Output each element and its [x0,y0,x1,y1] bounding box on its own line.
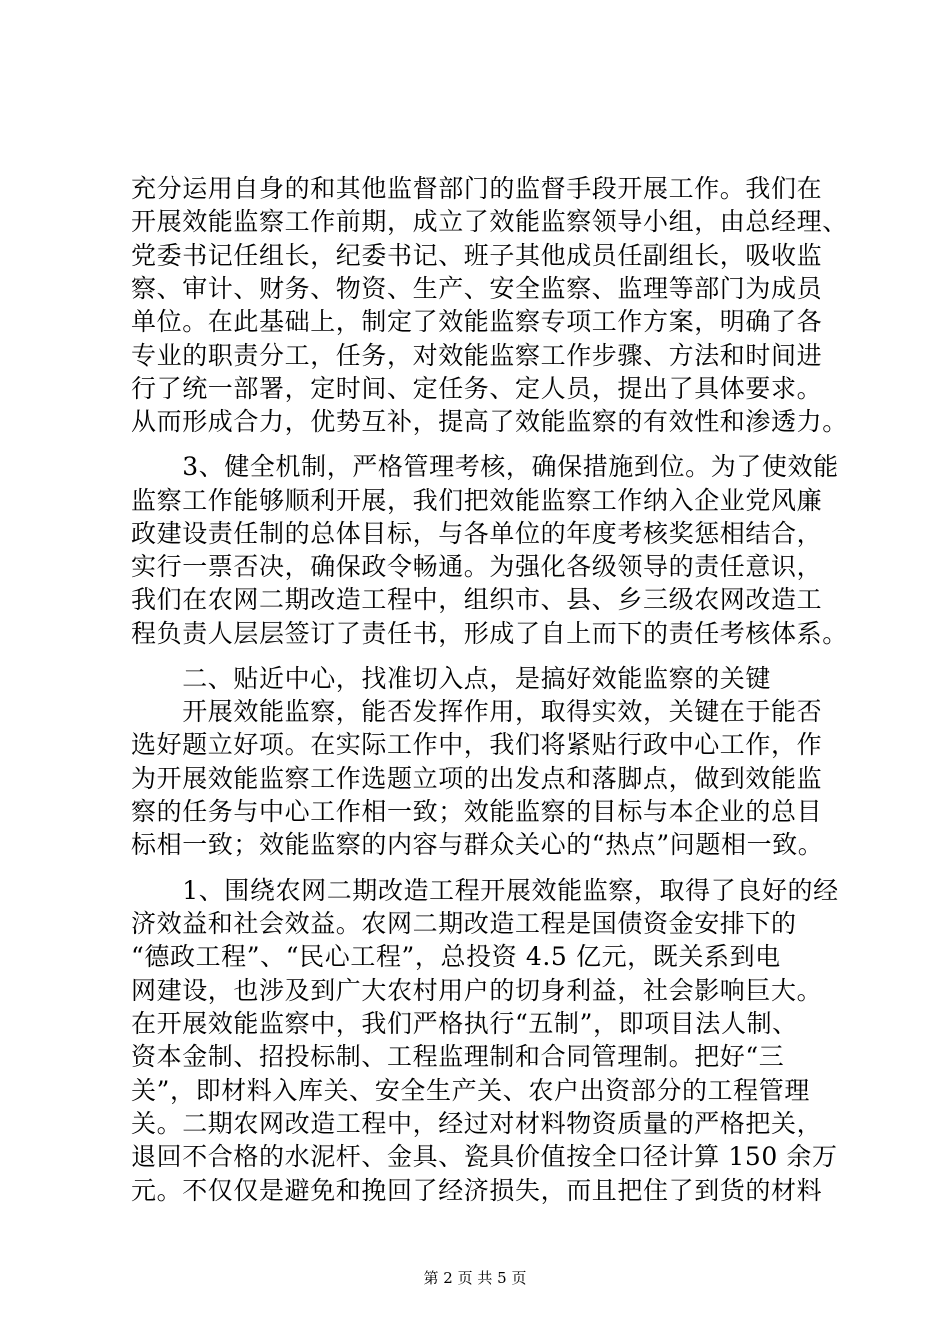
text-line: 标相一致；效能监察的内容与群众关心的“热点”问题相一致。 [131,830,824,859]
text-line: 行了统一部署，定时间、定任务、定人员，提出了具体要求。 [131,374,823,403]
text-line: 济效益和社会效益。农网二期改造工程是国债资金安排下的 [131,909,797,938]
paragraph-heading-3: 3、健全机制，严格管理考核，确保措施到位。为了使效能 [131,452,839,481]
section-heading-2: 二、贴近中心，找准切入点，是搞好效能监察的关键 [131,664,772,693]
text-line: 为开展效能监察工作选题立项的出发点和落脚点，做到效能监 [131,764,823,793]
text-line: 察的任务与中心工作相一致；效能监察的目标与本企业的总目 [131,797,823,826]
text-line: “德政工程”、“民心工程”，总投资 4.5 亿元，既关系到电 [131,942,781,971]
paragraph-heading-1: 1、围绕农网二期改造工程开展效能监察，取得了良好的经 [131,876,839,905]
text-line: 政建设责任制的总体目标，与各单位的年度考核奖惩相结合， [131,519,823,548]
text-line: 开展效能监察，能否发挥作用，取得实效，关键在于能否 [131,697,823,726]
page-number: 第 2 页 共 5 页 [423,1269,527,1287]
text-line: 在开展效能监察中，我们严格执行“五制”，即项目法人制、 [131,1009,798,1038]
text-line: 关。二期农网改造工程中，经过对材料物资质量的严格把关， [131,1109,823,1138]
text-line: 察、审计、财务、物资、生产、安全监察、监理等部门为成员 [131,274,823,303]
text-line: 程负责人层层签订了责任书，形成了自上而下的责任考核体系。 [131,619,848,648]
text-line: 网建设，也涉及到广大农村用户的切身利益，社会影响巨大。 [131,976,823,1005]
text-line: 专业的职责分工，任务，对效能监察工作步骤、方法和时间进 [131,341,823,370]
text-line: 我们在农网二期改造工程中，组织市、县、乡三级农网改造工 [131,585,823,614]
text-line: 元。不仅仅是避免和挽回了经济损失，而且把住了到货的材料 [131,1176,823,1205]
text-line: 党委书记任组长，纪委书记、班子其他成员任副组长，吸收监 [131,241,823,270]
text-line: 选好题立好项。在实际工作中，我们将紧贴行政中心工作，作 [131,730,823,759]
text-line: 从而形成合力，优势互补，提高了效能监察的有效性和渗透力。 [131,407,848,436]
text-line: 退回不合格的水泥杆、金具、瓷具价值按全口径计算 150 余万 [131,1142,838,1171]
text-line: 实行一票否决，确保政令畅通。为强化各级领导的责任意识， [131,552,823,581]
text-line: 关”，即材料入库关、安全生产关、农户出资部分的工程管理 [131,1076,810,1105]
text-line: 开展效能监察工作前期，成立了效能监察领导小组，由总经理、 [131,207,848,236]
text-line: 单位。在此基础上，制定了效能监察专项工作方案，明确了各 [131,307,823,336]
text-line: 资本金制、招投标制、工程监理制和合同管理制。把好“三 [131,1042,785,1071]
text-line: 充分运用自身的和其他监督部门的监督手段开展工作。我们在 [131,174,823,203]
text-line: 监察工作能够顺利开展，我们把效能监察工作纳入企业党风廉 [131,486,823,515]
